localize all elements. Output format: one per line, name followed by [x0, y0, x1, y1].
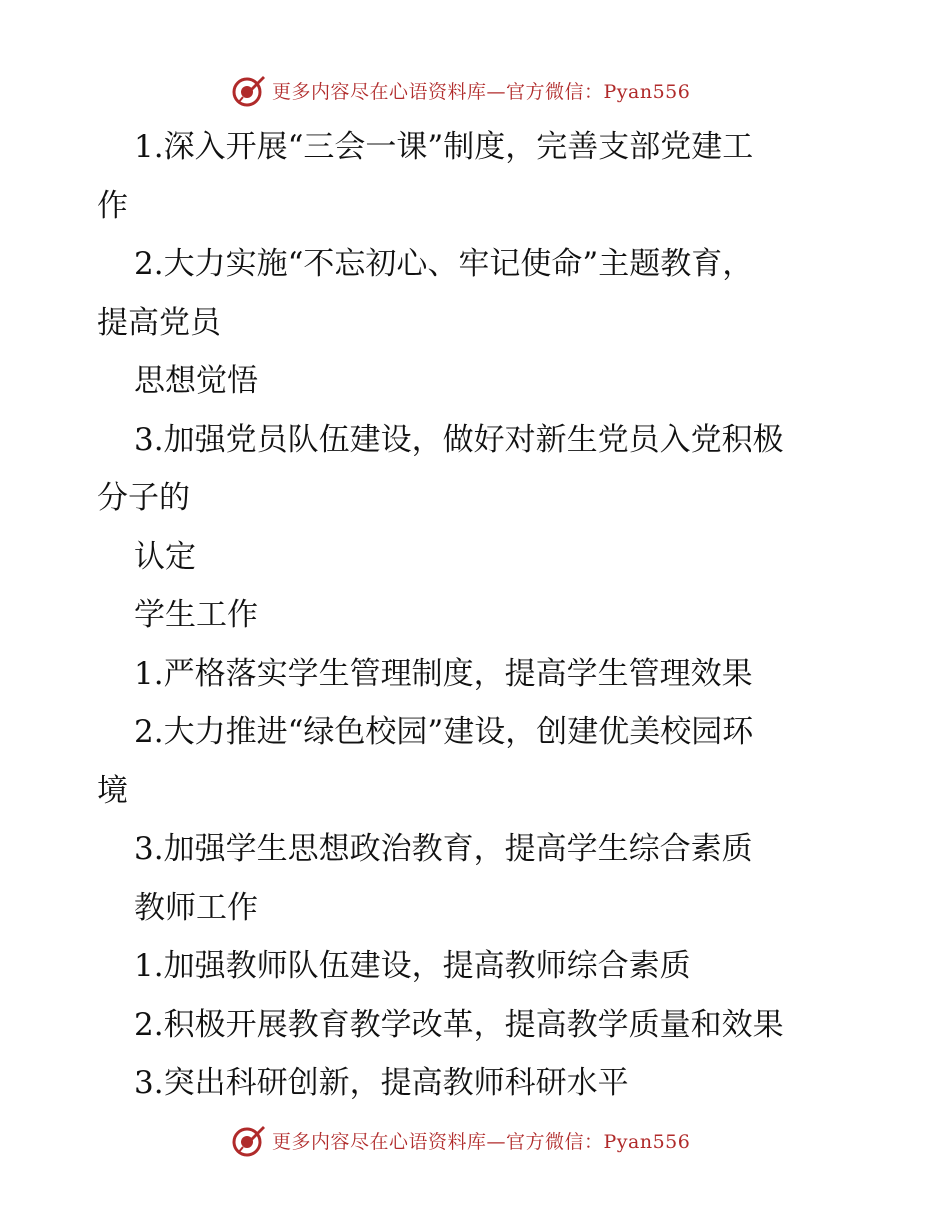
text-line: 提高党员 [97, 304, 221, 341]
text-line: 3.加强党员队伍建设，做好对新生党员入党积极 [134, 421, 784, 458]
text-line: 思想觉悟 [134, 363, 258, 399]
text-line: 1.加强教师队伍建设，提高教师综合素质 [134, 948, 691, 984]
text-line: 3.突出科研创新，提高教师科研水平 [134, 1065, 629, 1101]
text-line: 2.大力实施“不忘初心、牢记使命”主题教育， [134, 246, 754, 282]
text-line: 2.大力推进“绿色校园”建设，创建优美校园环 [134, 714, 754, 750]
text-line: 1.深入开展“三会一课”制度，完善支部党建工 [134, 129, 754, 165]
text-line: 分子的 [97, 480, 190, 516]
text-line: 作 [97, 187, 128, 224]
section-heading: 学生工作 [134, 597, 258, 633]
section-heading: 教师工作 [134, 889, 258, 926]
text-line: 3.加强学生思想政治教育，提高学生综合素质 [134, 831, 753, 867]
header-watermark-text: 更多内容尽在心语资料库—官方微信：Pyan556 [272, 80, 691, 103]
text-line: 1.严格落实学生管理制度，提高学生管理效果 [134, 655, 753, 692]
footer-watermark-text: 更多内容尽在心语资料库—官方微信：Pyan556 [272, 1130, 691, 1153]
pen-logo-icon [232, 1123, 266, 1157]
text-line: 2.积极开展教育教学改革，提高教学质量和效果 [134, 1006, 784, 1043]
header-watermark-banner [232, 71, 712, 109]
text-line: 境 [97, 772, 128, 809]
document-body [0, 118, 950, 1113]
text-line: 认定 [134, 538, 196, 575]
footer-watermark-banner [232, 1121, 712, 1159]
pen-logo-icon [232, 73, 266, 107]
